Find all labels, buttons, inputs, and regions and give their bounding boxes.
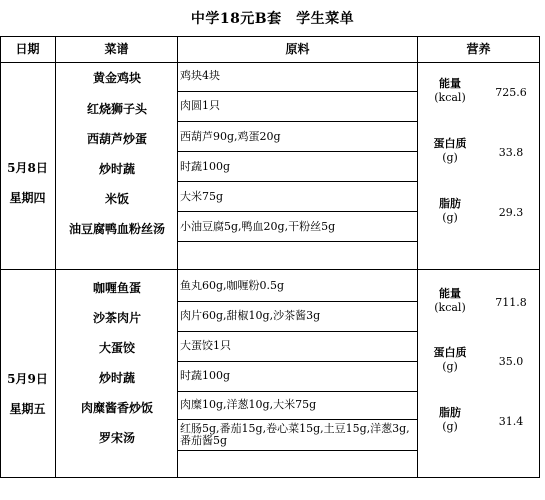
day1-protein-name: 蛋白质: [433, 137, 467, 150]
header-nutrition: 营养: [466, 42, 491, 56]
menu-title: 中学18元B套 学生菜单: [190, 11, 355, 27]
day2-ingredients-2: 肉片60g,甜椒10g,沙茶酱3g: [180, 309, 321, 322]
day1-ingredients-2: 肉圆1只: [180, 99, 220, 112]
day1-fat-name: 脂肪: [439, 197, 461, 210]
header-menu: 菜谱: [104, 42, 129, 56]
day1-ingredients-1: 鸡块4块: [180, 69, 220, 82]
day1-protein-label: [420, 137, 480, 165]
day1-weekday: 星期四: [9, 191, 46, 205]
day2-dish-1: 咖喱鱼蛋: [92, 281, 141, 295]
day2-dish-4: 炒时蔬: [98, 371, 135, 385]
day1-fat-value: 29.3: [498, 206, 524, 219]
day2-fat-unit: (g): [442, 420, 458, 433]
day2-ingredients-1: 鱼丸60g,咖喱粉0.5g: [180, 279, 285, 292]
day2-protein-unit: (g): [442, 360, 458, 373]
day1-energy-name: 能量: [439, 77, 461, 90]
day2-fat-name: 脂肪: [439, 406, 461, 419]
day1-energy-label: [420, 77, 480, 105]
header-ingredients: 原料: [285, 42, 310, 56]
day1-fat-label: [420, 197, 480, 225]
day1-dish-4: 炒时蔬: [98, 162, 135, 176]
day1-protein-unit: (g): [442, 151, 458, 164]
day2-weekday: 星期五: [9, 402, 46, 416]
day2-ingredients-5: 肉糜10g,洋葱10g,大米75g: [180, 398, 317, 411]
day1-dish-3: 西葫芦炒蛋: [86, 132, 147, 146]
day2-ingredients-6: 红肠5g,番茄15g,卷心菜15g,土豆15g,洋葱3g,番茄酱5g: [180, 422, 410, 447]
day1-dish-6: 油豆腐鸭血粉丝汤: [68, 222, 165, 236]
day2-ingredients-3: 大蛋饺1只: [180, 339, 231, 352]
day2-energy-label: [420, 287, 480, 315]
day2-dish-5: 肉糜酱香炒饭: [80, 401, 153, 415]
header-date: 日期: [15, 42, 40, 56]
day2-dish-2: 沙茶肉片: [92, 311, 141, 325]
day2-protein-name: 蛋白质: [433, 346, 467, 359]
day1-fat-unit: (g): [442, 211, 458, 224]
day1-ingredients-5: 大米75g: [180, 190, 224, 203]
day1-energy-value: 725.6: [495, 86, 527, 99]
day2-fat-value: 31.4: [498, 415, 524, 428]
day2-protein-label: [420, 346, 480, 374]
day2-dish-6: 罗宋汤: [98, 431, 135, 445]
day2-date: 5月9日: [7, 372, 48, 386]
day2-protein-value: 35.0: [498, 355, 524, 368]
day1-protein-value: 33.8: [498, 146, 524, 159]
day1-ingredients-3: 西葫芦90g,鸡蛋20g: [180, 130, 281, 143]
day1-dish-2: 红烧狮子头: [86, 102, 147, 116]
day1-dish-5: 米饭: [104, 192, 129, 206]
day1-dish-1: 黄金鸡块: [92, 71, 141, 85]
day1-energy-unit: (kcal): [434, 91, 466, 104]
day2-energy-unit: (kcal): [434, 301, 466, 314]
day2-ingredients-4: 时蔬100g: [180, 369, 231, 382]
day2-energy-name: 能量: [439, 287, 461, 300]
day1-date: 5月8日: [7, 161, 48, 175]
day1-ingredients-6: 小油豆腐5g,鸭血20g,干粉丝5g: [180, 220, 336, 233]
day1-ingredients-4: 时蔬100g: [180, 160, 231, 173]
day2-dish-3: 大蛋饺: [98, 341, 135, 355]
day2-fat-label: [420, 406, 480, 434]
day2-energy-value: 711.8: [495, 296, 527, 309]
